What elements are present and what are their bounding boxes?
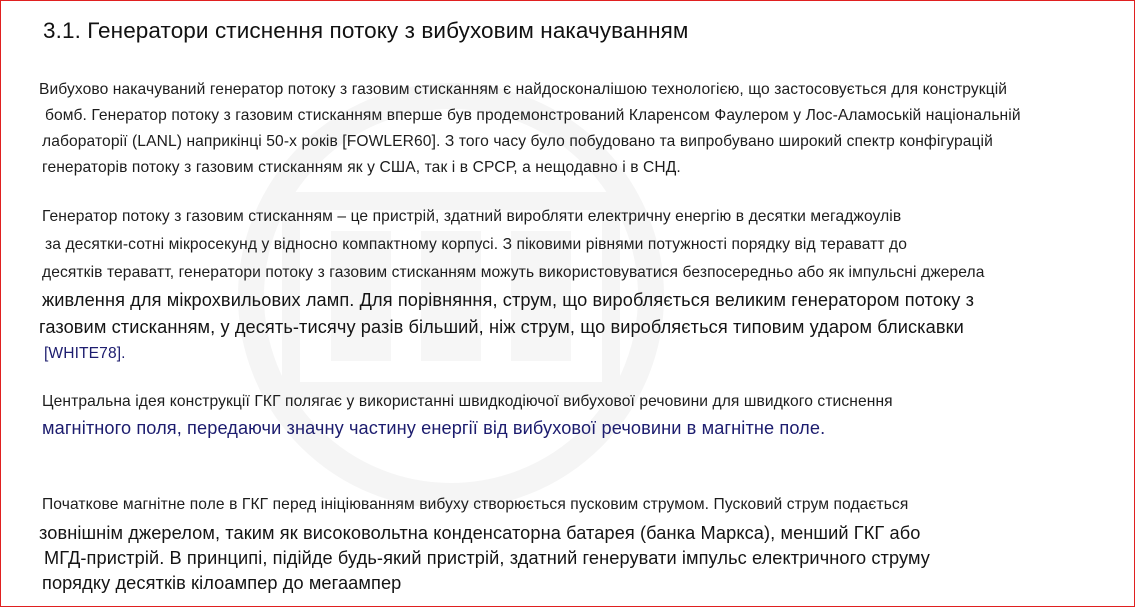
paragraph-2-citation: [WHITE78].	[44, 345, 126, 362]
paragraph-1-line-4: генераторів потоку з газовим стисканням як у США, так і в СРСР, а нещодавно і в СНД.	[42, 159, 681, 176]
paragraph-1-line-2: бомб. Генератор потоку з газовим стисканням вперше був продемонстрований Кларенсом Фаулером у Лос-Аламоській національній	[45, 107, 1021, 124]
section-heading: 3.1. Генератори стиснення потоку з вибуховим накачуванням	[43, 18, 689, 43]
paragraph-4-line-2: зовнішнім джерелом, таким як високовольтна конденсаторна батарея (банка Маркса), менший ГКГ або	[39, 523, 921, 543]
paragraph-1-line-1: Вибухово накачуваний генератор потоку з газовим стисканням є найдосконалішою технологією, що застосовується для конструкцій	[39, 81, 1008, 98]
paragraph-2-line-4: живлення для мікрохвильових ламп. Для порівняння, струм, що виробляється великим генератором потоку з	[42, 290, 975, 310]
paragraph-2-line-1: Генератор потоку з газовим стисканням – це пристрій, здатний виробляти електричну енергію в десятки мегаджоулів	[42, 208, 902, 225]
paragraph-2-line-2: за десятки-сотні мікросекунд у відносно компактному корпусі. З піковими рівнями потужності порядку від тераватт до	[45, 236, 908, 253]
paragraph-1-line-3: лабораторії (LANL) наприкінці 50-х років [FOWLER60]. З того часу було побудовано та випробувано широкий спектр конфігурацій	[42, 133, 993, 150]
paragraph-3-line-2: магнітного поля, передаючи значну частину енергії від вибухової речовини в магнітне поле.	[42, 418, 826, 438]
paragraph-4-line-4: порядку десятків кілоампер до мегаампер	[42, 573, 402, 593]
paragraph-2-line-3: десятків тераватт, генератори потоку з газовим стисканням можуть використовуватися безпосередньо або як імпульсні джерела	[42, 264, 985, 281]
paragraph-4-line-3: МГД-пристрій. В принципі, підійде будь-який пристрій, здатний генерувати імпульс електричного струму	[44, 548, 930, 568]
paragraph-2-line-5: газовим стисканням, у десять-тисячу разів більший, ніж струм, що виробляється типовим ударом блискавки	[39, 317, 964, 337]
paragraph-3-line-1: Центральна ідея конструкції ГКГ полягає у використанні швидкодіючої вибухової речовини для швидкого стиснення	[42, 393, 893, 410]
paragraph-4-line-1: Початкове магнітне поле в ГКГ перед ініціюванням вибуху створюється пусковим струмом. Пусковий струм подається	[42, 496, 909, 513]
